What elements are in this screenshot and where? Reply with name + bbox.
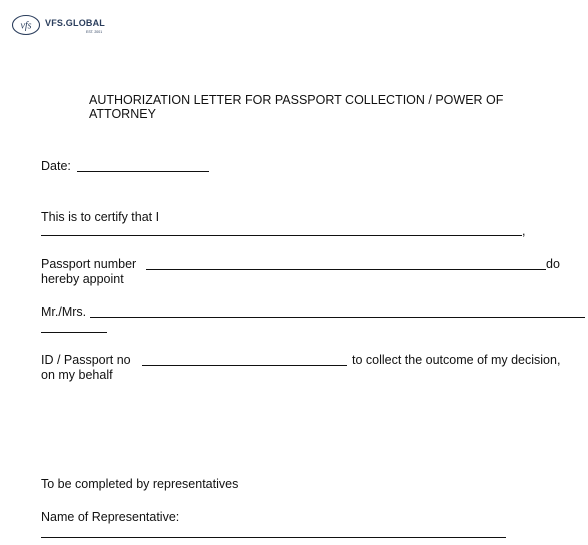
svg-text:vfs: vfs	[20, 20, 32, 32]
vfs-brand-name: VFS.GLOBAL	[45, 18, 105, 28]
date-blank-line	[77, 171, 209, 172]
vfs-logo-mark-icon	[11, 14, 41, 36]
hereby-appoint-text: hereby appoint	[41, 272, 124, 286]
id-passport-label: ID / Passport no	[41, 353, 131, 367]
vfs-brand-tagline: EST. 2001	[86, 30, 103, 34]
representatives-heading: To be completed by representatives	[41, 477, 239, 491]
representative-blank-line	[90, 317, 585, 318]
passport-number-blank-line	[146, 269, 546, 270]
passport-number-label: Passport number	[41, 257, 137, 271]
name-blank-line	[41, 235, 522, 236]
mr-mrs-label: Mr./Mrs.	[41, 305, 87, 319]
representative-name-label: Name of Representative:	[41, 510, 180, 524]
comma-text: ,	[522, 224, 526, 238]
collect-outcome-text: to collect the outcome of my decision,	[352, 353, 561, 367]
representative-blank-line-continued	[41, 332, 107, 333]
certify-text: This is to certify that I	[41, 210, 160, 224]
date-label: Date:	[41, 159, 71, 173]
document-title-line-2: ATTORNEY	[89, 107, 156, 121]
document-title-line-1: AUTHORIZATION LETTER FOR PASSPORT COLLECTION / POWER OF	[89, 93, 504, 107]
do-text: do	[546, 257, 560, 271]
on-my-behalf-text: on my behalf	[41, 368, 113, 382]
id-passport-blank-line	[142, 365, 347, 366]
representative-name-blank-line	[41, 537, 506, 538]
